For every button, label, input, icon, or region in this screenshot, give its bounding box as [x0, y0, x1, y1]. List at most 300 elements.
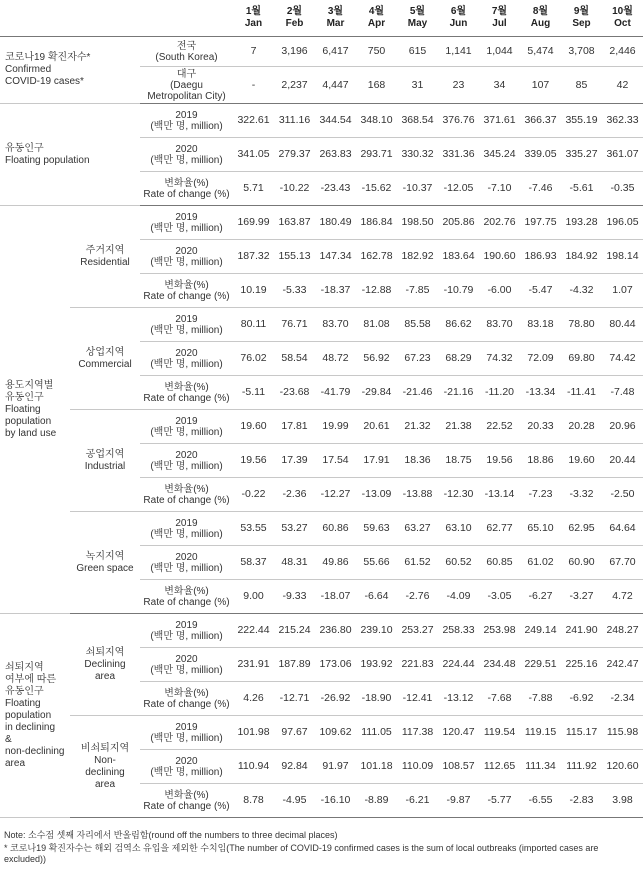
data-cell: 330.32	[397, 138, 438, 172]
group-label: 코로나19 확진자수* Confirmed COVID-19 cases*	[0, 37, 140, 104]
group-label: 용도지역별 유동인구 Floating population by land use	[0, 206, 70, 614]
data-cell: 221.83	[397, 648, 438, 682]
data-cell: -6.55	[520, 784, 561, 818]
data-cell: 196.05	[602, 206, 643, 240]
data-cell: 67.70	[602, 546, 643, 580]
row-label: 변화율(%) Rate of change (%)	[140, 274, 233, 308]
month-ko-label: 5월	[409, 6, 426, 17]
month-header	[397, 0, 438, 37]
month-en-label: Jun	[449, 18, 468, 29]
data-cell: 348.10	[356, 104, 397, 138]
data-cell: -6.27	[520, 580, 561, 614]
data-cell: 5,474	[520, 37, 561, 67]
data-cell: -2.83	[561, 784, 602, 818]
month-ko-label: 6월	[450, 6, 467, 17]
data-cell: -5.61	[561, 172, 602, 206]
data-cell: -4.95	[274, 784, 315, 818]
data-cell: -7.85	[397, 274, 438, 308]
data-cell: 62.77	[479, 512, 520, 546]
data-cell: 371.61	[479, 104, 520, 138]
month-header	[438, 0, 479, 37]
row-label: 2020 (백만 명, million)	[140, 648, 233, 682]
row-label: 2020 (백만 명, million)	[140, 546, 233, 580]
data-cell: 344.54	[315, 104, 356, 138]
data-cell: -2.50	[602, 478, 643, 512]
subgroup-label: 공업지역 Industrial	[70, 410, 140, 512]
data-cell: 339.05	[520, 138, 561, 172]
data-cell: 3,708	[561, 37, 602, 67]
data-cell: -10.37	[397, 172, 438, 206]
data-cell: 3,196	[274, 37, 315, 67]
data-cell: 20.96	[602, 410, 643, 444]
data-cell: 111.92	[561, 750, 602, 784]
table-row	[0, 104, 643, 138]
data-cell: 335.27	[561, 138, 602, 172]
data-cell: 19.99	[315, 410, 356, 444]
data-cell: 110.09	[397, 750, 438, 784]
data-cell: -12.27	[315, 478, 356, 512]
note-rounding: Note: 소수점 셋째 자리에서 반올림함(round off the numbers to three decimal places)	[4, 830, 338, 840]
data-cell: 355.19	[561, 104, 602, 138]
data-cell: 61.02	[520, 546, 561, 580]
data-cell: 293.71	[356, 138, 397, 172]
data-cell: -16.10	[315, 784, 356, 818]
data-cell: 120.47	[438, 716, 479, 750]
data-cell: 17.54	[315, 444, 356, 478]
data-cell: 65.10	[520, 512, 561, 546]
data-cell: 345.24	[479, 138, 520, 172]
data-cell: -5.11	[233, 376, 274, 410]
subgroup-label: 쇠퇴지역 Declining area	[70, 614, 140, 716]
data-cell: 108.57	[438, 750, 479, 784]
data-cell: 193.28	[561, 206, 602, 240]
data-cell: 58.54	[274, 342, 315, 376]
data-cell: 242.47	[602, 648, 643, 682]
row-label: 2020 (백만 명, million)	[140, 444, 233, 478]
month-en-label: Apr	[367, 18, 386, 29]
data-cell: 1,141	[438, 37, 479, 67]
subgroup-label: 비쇠퇴지역 Non- declining area	[70, 716, 140, 818]
data-cell: 190.60	[479, 240, 520, 274]
row-label: 변화율(%) Rate of change (%)	[140, 172, 233, 206]
data-cell: 68.29	[438, 342, 479, 376]
data-cell: 76.71	[274, 308, 315, 342]
data-cell: 53.27	[274, 512, 315, 546]
table-row	[0, 37, 643, 67]
data-cell: 78.80	[561, 308, 602, 342]
data-cell: 229.51	[520, 648, 561, 682]
data-cell: -7.23	[520, 478, 561, 512]
data-cell: 19.60	[561, 444, 602, 478]
note-covid-cases: * 코로나19 확진자수는 해외 검역소 유입을 제외한 수치임(The number of COVID-19 confirmed cases is the sum of local outbreaks (imported cases are excluded))	[4, 843, 599, 864]
data-cell: 279.37	[274, 138, 315, 172]
table-row	[0, 206, 643, 240]
data-cell: -9.87	[438, 784, 479, 818]
row-label: 2019 (백만 명, million)	[140, 716, 233, 750]
data-cell: 55.66	[356, 546, 397, 580]
data-cell: 236.80	[315, 614, 356, 648]
row-label: 대구 (Daegu Metropolitan City)	[140, 67, 233, 104]
data-cell: 163.87	[274, 206, 315, 240]
data-cell: 119.15	[520, 716, 561, 750]
data-cell: 112.65	[479, 750, 520, 784]
data-cell: -29.84	[356, 376, 397, 410]
data-cell: 110.94	[233, 750, 274, 784]
data-cell: -7.10	[479, 172, 520, 206]
data-cell: 20.61	[356, 410, 397, 444]
data-cell: -4.09	[438, 580, 479, 614]
month-ko-label: 9월	[573, 6, 590, 17]
data-cell: -7.68	[479, 682, 520, 716]
data-cell: 22.52	[479, 410, 520, 444]
header-blank	[70, 0, 140, 37]
data-cell: 9.00	[233, 580, 274, 614]
data-cell: 186.84	[356, 206, 397, 240]
data-cell: 8.78	[233, 784, 274, 818]
month-header	[479, 0, 520, 37]
data-cell: -6.64	[356, 580, 397, 614]
data-cell: 198.50	[397, 206, 438, 240]
data-cell: 263.83	[315, 138, 356, 172]
data-cell: -12.88	[356, 274, 397, 308]
data-cell: -13.12	[438, 682, 479, 716]
row-label: 2020 (백만 명, million)	[140, 240, 233, 274]
row-label: 변화율(%) Rate of change (%)	[140, 376, 233, 410]
data-cell: 60.90	[561, 546, 602, 580]
month-en-label: Mar	[326, 18, 345, 29]
data-cell: 258.33	[438, 614, 479, 648]
data-cell: -0.35	[602, 172, 643, 206]
data-cell: -18.37	[315, 274, 356, 308]
data-cell: -12.41	[397, 682, 438, 716]
data-cell: -10.22	[274, 172, 315, 206]
data-cell: 101.18	[356, 750, 397, 784]
row-label: 변화율(%) Rate of change (%)	[140, 682, 233, 716]
row-label: 2019 (백만 명, million)	[140, 512, 233, 546]
data-cell: 368.54	[397, 104, 438, 138]
data-cell: 17.39	[274, 444, 315, 478]
data-cell: 42	[602, 67, 643, 104]
data-cell: -0.22	[233, 478, 274, 512]
data-cell: -18.90	[356, 682, 397, 716]
month-header	[520, 0, 561, 37]
table-row	[0, 410, 643, 444]
data-cell: -9.33	[274, 580, 315, 614]
data-cell: -11.41	[561, 376, 602, 410]
data-cell: 60.52	[438, 546, 479, 580]
group-label: 쇠퇴지역 여부에 따른 유동인구 Floating population in declining & non-declining area	[0, 614, 70, 818]
data-cell: 187.89	[274, 648, 315, 682]
data-cell: -6.00	[479, 274, 520, 308]
data-cell: 107	[520, 67, 561, 104]
table-header	[0, 0, 643, 37]
row-label: 2020 (백만 명, million)	[140, 750, 233, 784]
data-cell: -23.43	[315, 172, 356, 206]
data-cell: 2,446	[602, 37, 643, 67]
subgroup-label: 상업지역 Commercial	[70, 308, 140, 410]
data-cell: -12.71	[274, 682, 315, 716]
table-row	[0, 716, 643, 750]
data-cell: 162.78	[356, 240, 397, 274]
data-cell: -7.46	[520, 172, 561, 206]
data-cell: -7.48	[602, 376, 643, 410]
data-cell: 186.93	[520, 240, 561, 274]
data-cell: 101.98	[233, 716, 274, 750]
row-label: 변화율(%) Rate of change (%)	[140, 784, 233, 818]
table-row	[0, 308, 643, 342]
data-cell: 18.36	[397, 444, 438, 478]
data-cell: 4,447	[315, 67, 356, 104]
data-cell: 173.06	[315, 648, 356, 682]
data-cell: 21.38	[438, 410, 479, 444]
month-header	[274, 0, 315, 37]
data-cell: 215.24	[274, 614, 315, 648]
data-cell: 91.97	[315, 750, 356, 784]
data-cell: 341.05	[233, 138, 274, 172]
row-label: 2019 (백만 명, million)	[140, 410, 233, 444]
data-cell: 4.72	[602, 580, 643, 614]
data-cell: 111.05	[356, 716, 397, 750]
data-cell: 19.56	[479, 444, 520, 478]
data-cell: -6.92	[561, 682, 602, 716]
table-row	[0, 614, 643, 648]
month-en-label: Aug	[530, 18, 551, 29]
data-cell: 17.91	[356, 444, 397, 478]
data-cell: 64.64	[602, 512, 643, 546]
data-cell: 48.72	[315, 342, 356, 376]
data-cell: 187.32	[233, 240, 274, 274]
data-cell: 31	[397, 67, 438, 104]
data-cell: 183.64	[438, 240, 479, 274]
data-cell: -11.20	[479, 376, 520, 410]
data-cell: 63.10	[438, 512, 479, 546]
data-cell: -4.32	[561, 274, 602, 308]
data-cell: 615	[397, 37, 438, 67]
data-cell: 69.80	[561, 342, 602, 376]
data-cell: 225.16	[561, 648, 602, 682]
row-label: 2019 (백만 명, million)	[140, 308, 233, 342]
month-ko-label: 3월	[327, 6, 344, 17]
data-cell: 20.33	[520, 410, 561, 444]
row-label: 2019 (백만 명, million)	[140, 104, 233, 138]
data-cell: 241.90	[561, 614, 602, 648]
row-label: 전국 (South Korea)	[140, 37, 233, 67]
row-label: 2019 (백만 명, million)	[140, 206, 233, 240]
data-cell: 253.27	[397, 614, 438, 648]
data-cell: 311.16	[274, 104, 315, 138]
month-ko-label: 8월	[532, 6, 549, 17]
data-cell: 63.27	[397, 512, 438, 546]
data-cell: 60.85	[479, 546, 520, 580]
data-cell: 224.44	[438, 648, 479, 682]
data-cell: 239.10	[356, 614, 397, 648]
data-cell: -5.47	[520, 274, 561, 308]
data-cell: -13.09	[356, 478, 397, 512]
month-header	[233, 0, 274, 37]
data-cell: 21.32	[397, 410, 438, 444]
month-ko-label: 4월	[368, 6, 385, 17]
data-cell: 23	[438, 67, 479, 104]
data-cell: 111.34	[520, 750, 561, 784]
data-cell: 76.02	[233, 342, 274, 376]
data-cell: 366.37	[520, 104, 561, 138]
data-cell: 86.62	[438, 308, 479, 342]
data-cell: 115.98	[602, 716, 643, 750]
data-cell: 72.09	[520, 342, 561, 376]
subgroup-label: 녹지지역 Green space	[70, 512, 140, 614]
data-cell: 120.60	[602, 750, 643, 784]
month-ko-label: 7월	[491, 6, 508, 17]
data-cell: 92.84	[274, 750, 315, 784]
data-cell: 249.14	[520, 614, 561, 648]
data-cell: 6,417	[315, 37, 356, 67]
data-cell: 53.55	[233, 512, 274, 546]
data-cell: -12.05	[438, 172, 479, 206]
data-cell: 202.76	[479, 206, 520, 240]
data-cell: 61.52	[397, 546, 438, 580]
data-cell: 85	[561, 67, 602, 104]
data-cell: -2.34	[602, 682, 643, 716]
data-cell: 750	[356, 37, 397, 67]
data-cell: 1,044	[479, 37, 520, 67]
data-cell: -2.36	[274, 478, 315, 512]
data-cell: -23.68	[274, 376, 315, 410]
month-en-label: Jan	[244, 18, 263, 29]
data-cell: -12.30	[438, 478, 479, 512]
data-cell: 115.17	[561, 716, 602, 750]
data-cell: 180.49	[315, 206, 356, 240]
table-body	[0, 37, 643, 818]
data-cell: 18.75	[438, 444, 479, 478]
month-ko-label: 1월	[245, 6, 262, 17]
subgroup-label: 주거지역 Residential	[70, 206, 140, 308]
data-cell: 4.26	[233, 682, 274, 716]
data-cell: 19.60	[233, 410, 274, 444]
data-cell: 322.61	[233, 104, 274, 138]
data-cell: -26.92	[315, 682, 356, 716]
data-cell: -3.05	[479, 580, 520, 614]
data-cell: 97.67	[274, 716, 315, 750]
month-en-label: Jul	[492, 18, 507, 29]
data-cell: 147.34	[315, 240, 356, 274]
data-cell: 331.36	[438, 138, 479, 172]
data-cell: 83.70	[479, 308, 520, 342]
data-cell: 248.27	[602, 614, 643, 648]
row-label: 변화율(%) Rate of change (%)	[140, 580, 233, 614]
data-cell: 74.42	[602, 342, 643, 376]
data-cell: -	[233, 67, 274, 104]
data-cell: 19.56	[233, 444, 274, 478]
data-cell: 193.92	[356, 648, 397, 682]
data-cell: -6.21	[397, 784, 438, 818]
data-cell: 253.98	[479, 614, 520, 648]
data-cell: 62.95	[561, 512, 602, 546]
data-cell: -5.77	[479, 784, 520, 818]
data-cell: 155.13	[274, 240, 315, 274]
data-cell: 169.99	[233, 206, 274, 240]
data-cell: 231.91	[233, 648, 274, 682]
data-cell: 376.76	[438, 104, 479, 138]
data-cell: -13.88	[397, 478, 438, 512]
row-label: 2020 (백만 명, million)	[140, 342, 233, 376]
data-cell: 56.92	[356, 342, 397, 376]
data-cell: 18.86	[520, 444, 561, 478]
data-cell: -7.88	[520, 682, 561, 716]
data-cell: 80.11	[233, 308, 274, 342]
month-header	[561, 0, 602, 37]
data-cell: 10.19	[233, 274, 274, 308]
data-cell: 83.18	[520, 308, 561, 342]
data-cell: -15.62	[356, 172, 397, 206]
data-cell: 20.44	[602, 444, 643, 478]
month-en-label: Oct	[614, 18, 631, 29]
data-cell: 3.98	[602, 784, 643, 818]
data-cell: 205.86	[438, 206, 479, 240]
data-cell: 67.23	[397, 342, 438, 376]
group-label: 유동인구 Floating population	[0, 104, 140, 206]
month-en-label: Sep	[572, 18, 591, 29]
data-cell: 184.92	[561, 240, 602, 274]
data-cell: -21.46	[397, 376, 438, 410]
data-cell: 60.86	[315, 512, 356, 546]
data-cell: -13.34	[520, 376, 561, 410]
data-cell: 168	[356, 67, 397, 104]
data-cell: 48.31	[274, 546, 315, 580]
month-ko-label: 2월	[286, 6, 303, 17]
data-cell: 5.71	[233, 172, 274, 206]
month-header	[602, 0, 643, 37]
row-label: 2019 (백만 명, million)	[140, 614, 233, 648]
row-label: 2020 (백만 명, million)	[140, 138, 233, 172]
data-cell: 361.07	[602, 138, 643, 172]
header-blank	[140, 0, 233, 37]
data-cell: 182.92	[397, 240, 438, 274]
data-cell: 2,237	[274, 67, 315, 104]
table-row	[0, 512, 643, 546]
data-cell: 80.44	[602, 308, 643, 342]
data-cell: 1.07	[602, 274, 643, 308]
data-cell: -8.89	[356, 784, 397, 818]
month-en-label: May	[407, 18, 428, 29]
data-cell: 7	[233, 37, 274, 67]
data-cell: -21.16	[438, 376, 479, 410]
data-cell: 234.48	[479, 648, 520, 682]
data-cell: -5.33	[274, 274, 315, 308]
header-row	[0, 0, 643, 37]
data-cell: -3.27	[561, 580, 602, 614]
data-cell: 81.08	[356, 308, 397, 342]
month-en-label: Feb	[285, 18, 304, 29]
data-cell: 17.81	[274, 410, 315, 444]
data-cell: 119.54	[479, 716, 520, 750]
data-cell: 58.37	[233, 546, 274, 580]
data-cell: 20.28	[561, 410, 602, 444]
data-cell: 85.58	[397, 308, 438, 342]
data-cell: -18.07	[315, 580, 356, 614]
month-header	[356, 0, 397, 37]
data-cell: 117.38	[397, 716, 438, 750]
data-cell: 34	[479, 67, 520, 104]
data-cell: 197.75	[520, 206, 561, 240]
data-cell: 222.44	[233, 614, 274, 648]
data-cell: -2.76	[397, 580, 438, 614]
data-cell: 83.70	[315, 308, 356, 342]
header-blank	[0, 0, 70, 37]
data-cell: 362.33	[602, 104, 643, 138]
data-cell: 109.62	[315, 716, 356, 750]
data-cell: 49.86	[315, 546, 356, 580]
month-ko-label: 10월	[612, 6, 633, 17]
